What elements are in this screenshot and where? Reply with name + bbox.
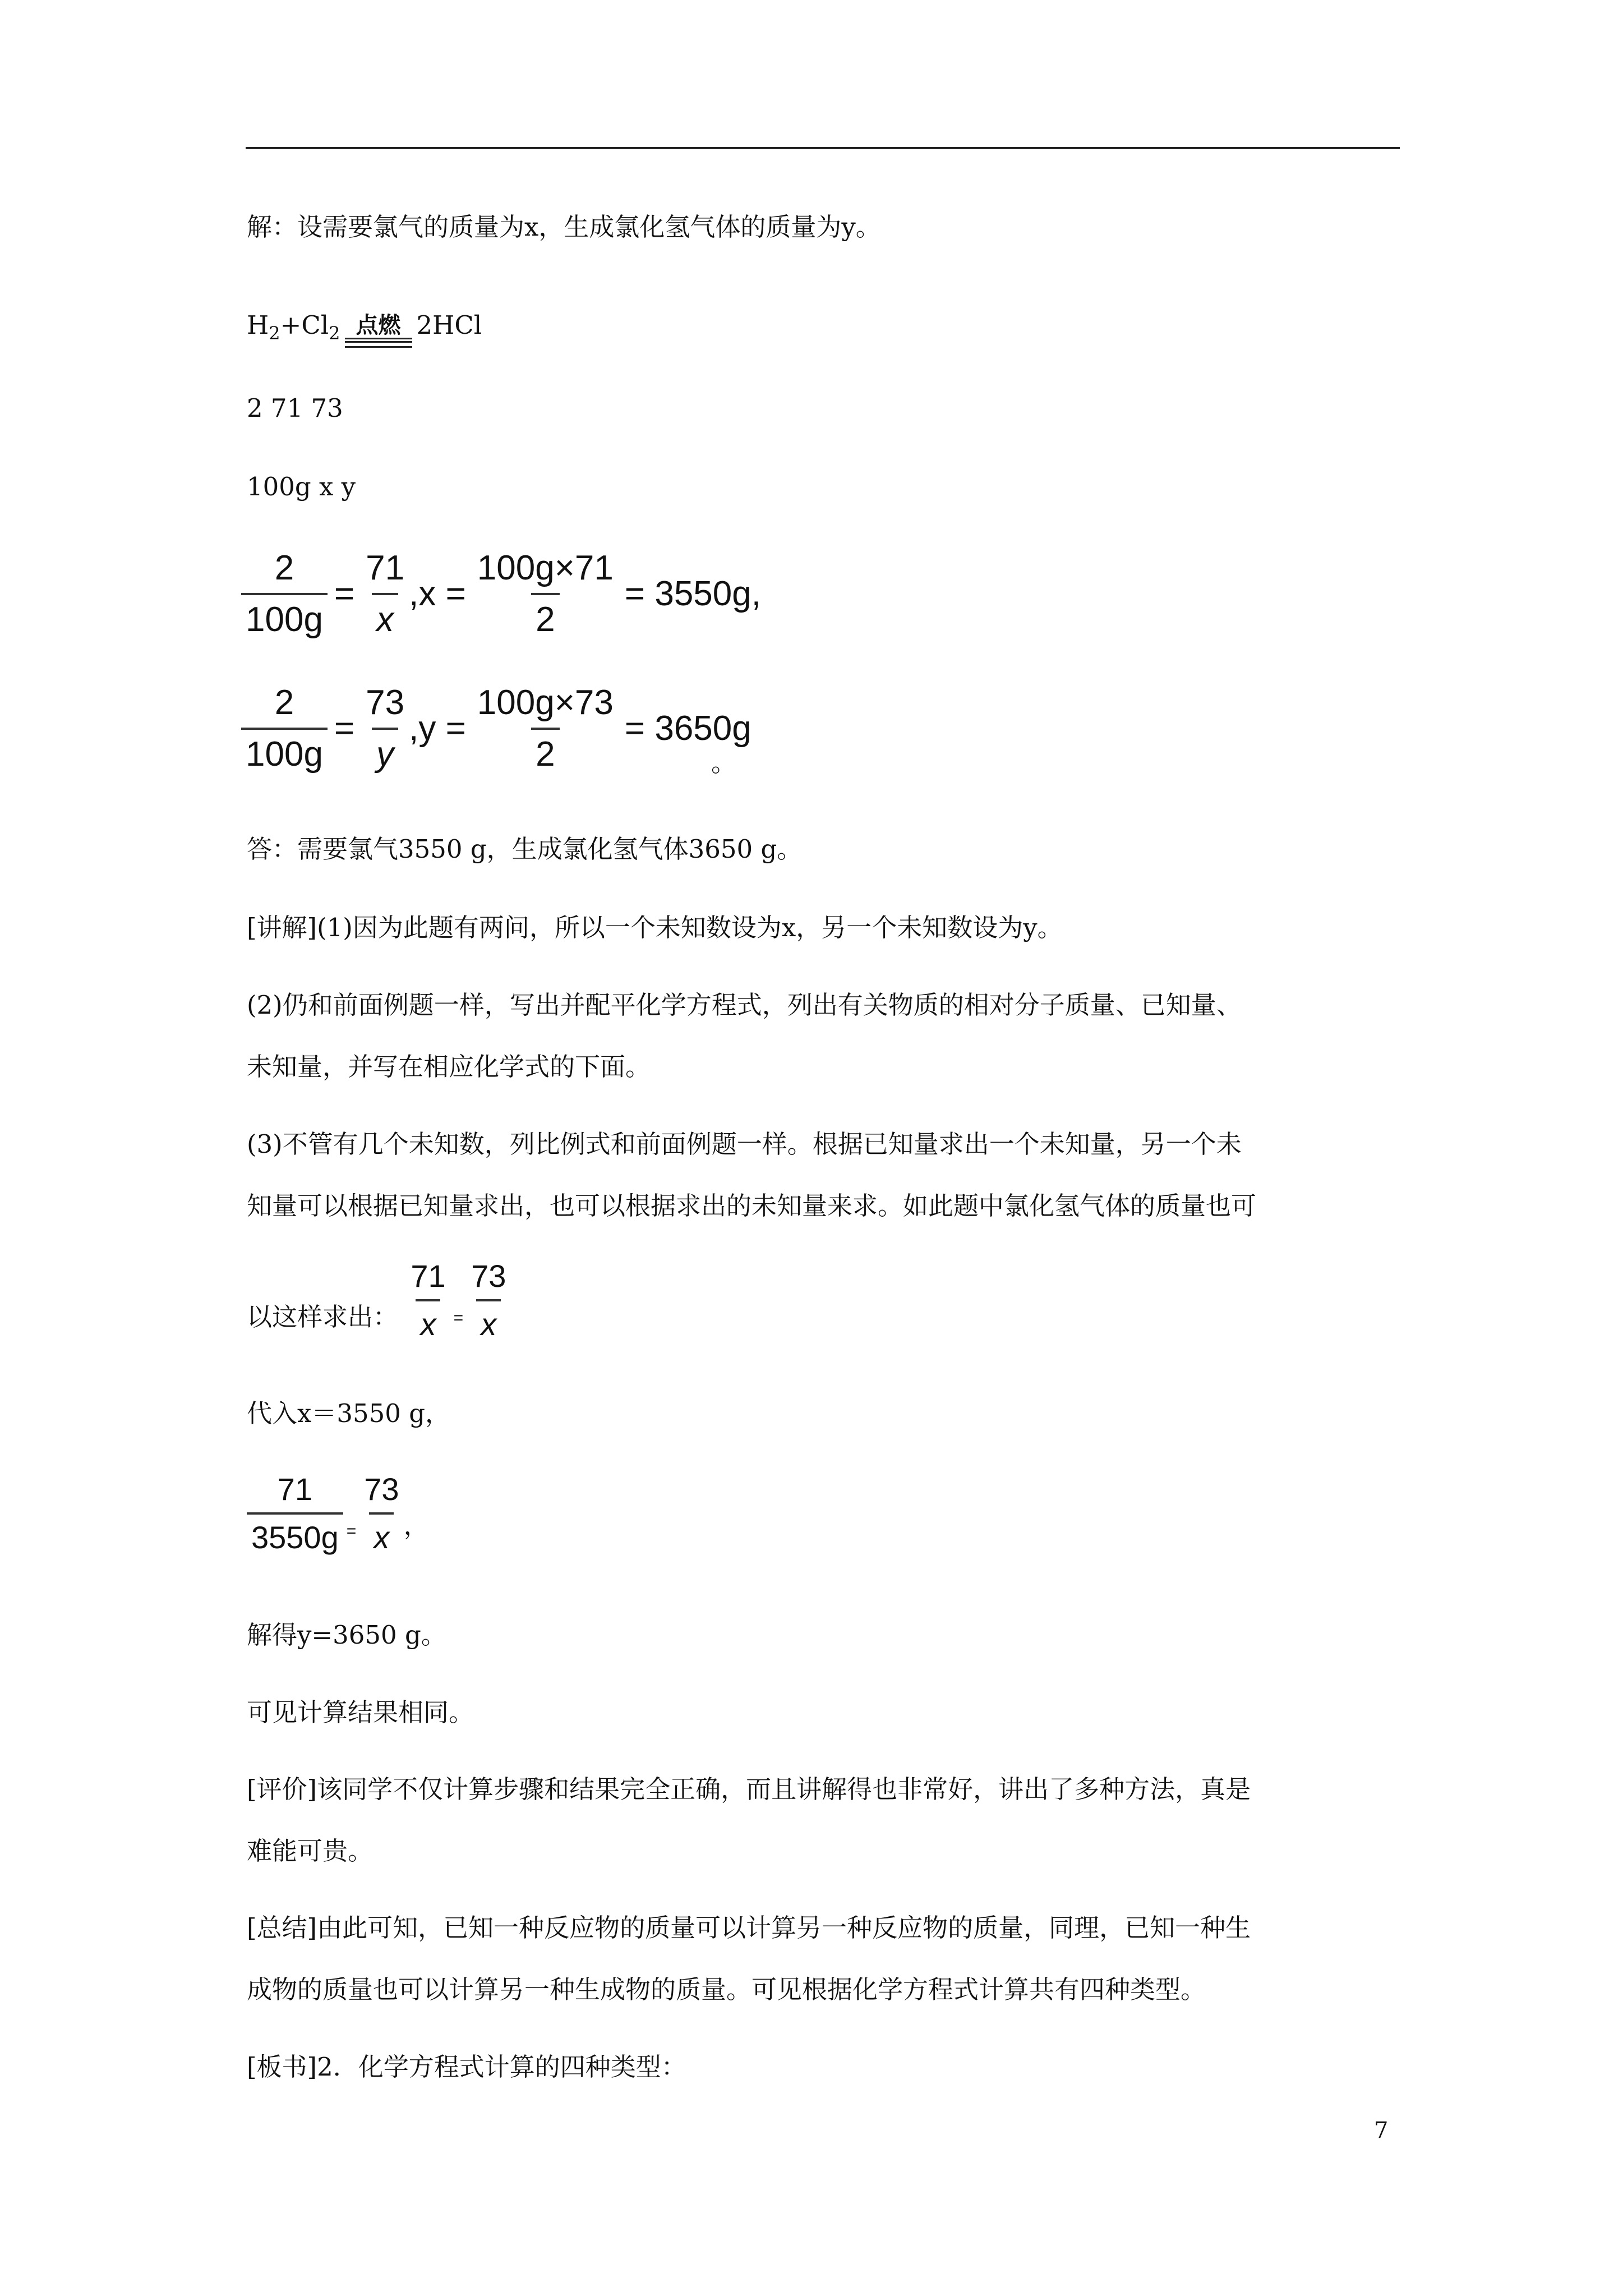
fraction: $\frac{2}{100g}$ xyxy=(241,682,328,776)
known-unknown-quantities: 100g x y xyxy=(247,472,356,501)
condition-label: 点燃 xyxy=(356,312,401,338)
explanation-3-formula-line xyxy=(247,1257,510,1344)
reaction-condition xyxy=(345,313,412,348)
equals-bars xyxy=(345,338,412,348)
explanation-1: [讲解](1)因为此题有两问，所以一个未知数设为x，另一个未知数设为y。 xyxy=(247,913,1063,942)
relative-masses: 2 71 73 xyxy=(247,393,343,423)
header-rule xyxy=(246,147,1400,149)
answer-line: 答：需要氯气3550 g，生成氯化氢气体3650 g。 xyxy=(247,834,803,864)
h-subscript: 2 xyxy=(269,323,280,344)
reaction-equation xyxy=(247,309,482,350)
explanation-3: (3)不管有几个未知数，列比例式和前面例题一样。根据已知量求出一个未知量，另一个未 xyxy=(247,1129,1242,1159)
ratio-formula: $\frac{71}{x}$ $_=$ $\frac{73}{x}$ xyxy=(406,1280,510,1315)
solve-result: 解得y=3650 g。 xyxy=(247,1620,446,1650)
fraction: $\frac{73}{x}$ xyxy=(467,1257,510,1344)
explanation-3-end: 以这样求出： xyxy=(247,1301,399,1332)
fraction: $\frac{73}{y}$ xyxy=(361,682,409,776)
evaluation: [评价]该同学不仅计算步骤和结果完全正确，而且讲解得也非常好，讲出了多种方法，真是 xyxy=(247,1774,1251,1804)
summary: [总结]由此可知，已知一种反应物的质量可以计算另一种反应物的质量，同理，已知一种生 xyxy=(247,1913,1251,1943)
reactant-h: H xyxy=(247,310,269,340)
fraction: $\frac{100g\times 73}{2}$ xyxy=(473,682,618,776)
board-note: [板书]2．化学方程式计算的四种类型： xyxy=(247,2052,686,2082)
fraction: $\frac{71}{x}$ xyxy=(361,547,409,641)
product-hcl: 2HCl xyxy=(416,310,482,340)
fraction: $\frac{71}{3550g}$ xyxy=(247,1470,343,1557)
fraction: $\frac{71}{x}$ xyxy=(406,1257,450,1344)
explanation-2: (2)仍和前面例题一样，写出并配平化学方程式，列出有关物质的相对分子质量、已知量、 xyxy=(247,990,1242,1020)
fraction: $\frac{73}{x}$ xyxy=(359,1470,403,1557)
page-number: 7 xyxy=(1374,2118,1389,2143)
reactant-cl: +Cl xyxy=(280,310,329,340)
substituted-ratio: $\frac{71}{3550g}$ $_=$ $\frac{73}{x}$ $_,$ xyxy=(247,1470,429,1557)
evaluation-cont: 难能可贵。 xyxy=(247,1836,374,1866)
fraction: $\frac{2}{100g}$ xyxy=(241,547,328,641)
solution-setup: 解：设需要氯气的质量为x，生成氯化氢气体的质量为y。 xyxy=(247,212,881,242)
same-result-note: 可见计算结果相同。 xyxy=(247,1697,474,1727)
substitution-line: 代入x＝3550 g， xyxy=(247,1398,451,1428)
explanation-2-cont: 未知量，并写在相应化学式的下面。 xyxy=(247,1052,651,1082)
fraction: $\frac{100g\times 71}{2}$ xyxy=(473,547,618,641)
summary-cont: 成物的质量也可以计算另一种生成物的质量。可见根据化学方程式计算共有四种类型。 xyxy=(247,1975,1206,2004)
explanation-3-cont: 知量可以根据已知量求出，也可以根据求出的未知量来求。如此题中氯化氢气体的质量也可 xyxy=(247,1191,1257,1221)
equation-x: $\frac{2}{100g}$ = $\frac{71}{x}$ ,x = $\frac{100g\times 71}{2}$ = 3550g, xyxy=(241,547,768,641)
equation-y: $\frac{2}{100g}$ = $\frac{73}{y}$ ,y = $\frac{100g\times 73}{2}$ = 3650g xyxy=(241,682,758,776)
equation-end-mark: 。 xyxy=(711,748,737,777)
cl-subscript: 2 xyxy=(329,323,340,344)
